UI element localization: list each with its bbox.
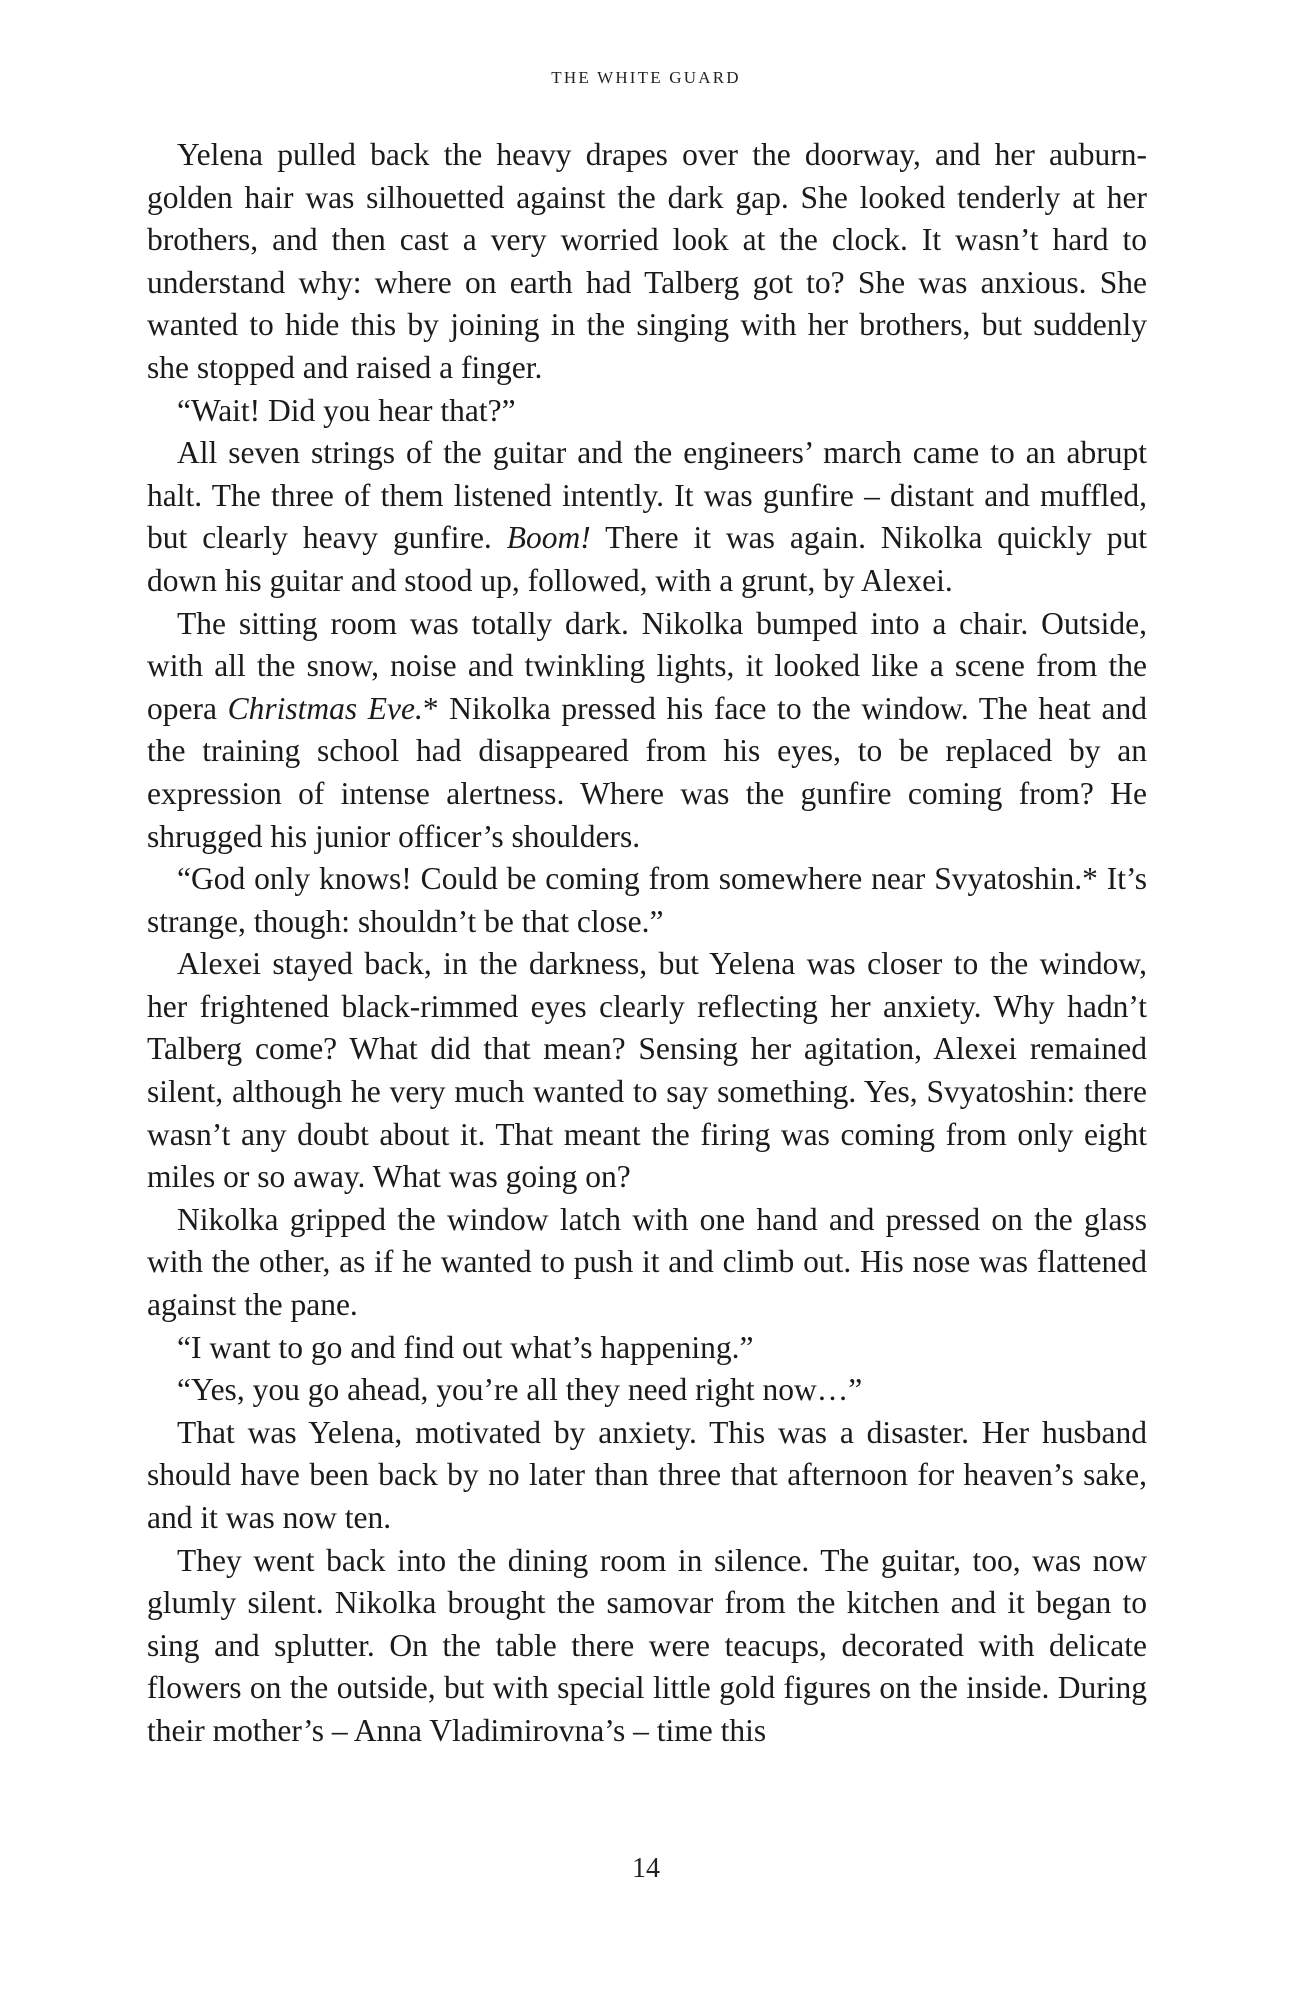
body-text bbox=[147, 134, 1147, 1753]
text-run: “Wait! Did you hear that?” bbox=[177, 392, 516, 428]
text-run: “I want to go and find out what’s happening.” bbox=[177, 1329, 754, 1365]
italic-text: Christmas Eve. bbox=[227, 690, 423, 726]
paragraph bbox=[147, 1199, 1147, 1327]
text-run: * Nikolka pressed his face to the window. The heat and the training school had disappeared from his eyes, to be replaced by an expression of intense alertness. Where was the gunfire coming from? He shrugged his junior officer’s shoulders. bbox=[147, 690, 1147, 854]
paragraph bbox=[147, 1327, 1147, 1370]
text-run: That was Yelena, motivated by anxiety. This was a disaster. Her husband should have been back by no later than three that afternoon for heaven’s sake, and it was now ten. bbox=[147, 1414, 1147, 1535]
page-number: 14 bbox=[632, 1853, 660, 1884]
paragraph bbox=[147, 432, 1147, 602]
paragraph bbox=[147, 1412, 1147, 1540]
text-run: There it was again. Nikolka quickly put down his guitar and stood up, followed, with a grunt, by Alexei. bbox=[147, 520, 1147, 598]
italic-text: Boom! bbox=[506, 520, 591, 556]
text-run: “God only knows! Could be coming from somewhere near Svyatoshin.* It’s strange, though: shouldn’t be that close.” bbox=[147, 861, 1147, 939]
paragraph bbox=[147, 134, 1147, 390]
paragraph bbox=[147, 1369, 1147, 1412]
text-run: Nikolka gripped the window latch with one hand and pressed on the glass with the other, as if he wanted to push it and climb out. His nose was flattened against the pane. bbox=[147, 1201, 1147, 1323]
paragraph bbox=[147, 943, 1147, 1199]
paragraph bbox=[147, 1540, 1147, 1753]
text-run: Alexei stayed back, in the darkness, but Yelena was closer to the window, her frightened black-rimmed eyes clearly reflecting her anxiety. Why hadn’t Talberg come? What did that mean? Sensing her agitation, Alexei remained silent, although he very much wanted to say something. Yes, Svyatoshin: there wasn’t any doubt about it. That meant the firing was coming from only eight miles or so away. What was going on? bbox=[147, 946, 1147, 1195]
text-run: “Yes, you go ahead, you’re all they need right now…” bbox=[177, 1372, 863, 1408]
text-run: All seven strings of the guitar and the engineers’ march came to an abrupt halt. The three of them listened intently. It was gunfire – distant and muffled, but clearly heavy gunfire. bbox=[147, 435, 1147, 556]
running-head: THE WHITE GUARD bbox=[551, 68, 741, 87]
text-run: They went back into the dining room in silence. The guitar, too, was now glumly silent. Nikolka brought the samovar from the kitchen and it began to sing and splutter. On the table there were teacups, decorated with delicate flowers on the outside, but with special little gold figures on the inside. During their mother’s – Anna Vladimirovna’s – time this bbox=[147, 1542, 1147, 1748]
paragraph bbox=[147, 390, 1147, 433]
paragraph bbox=[147, 858, 1147, 943]
text-run: Yelena pulled back the heavy drapes over the doorway, and her auburn-golden hair was silhouetted against the dark gap. She looked tenderly at her brothers, and then cast a very worried look at the clock. It wasn’t hard to understand why: where on earth had Talberg got to? She was anxious. She wanted to hide this by joining in the singing with her brothers, but suddenly she stopped and raised a finger. bbox=[147, 137, 1147, 385]
paragraph bbox=[147, 603, 1147, 859]
text-run: The sitting room was totally dark. Nikolka bumped into a chair. Outside, with all the snow, noise and twinkling lights, it looked like a scene from the opera bbox=[147, 605, 1147, 726]
